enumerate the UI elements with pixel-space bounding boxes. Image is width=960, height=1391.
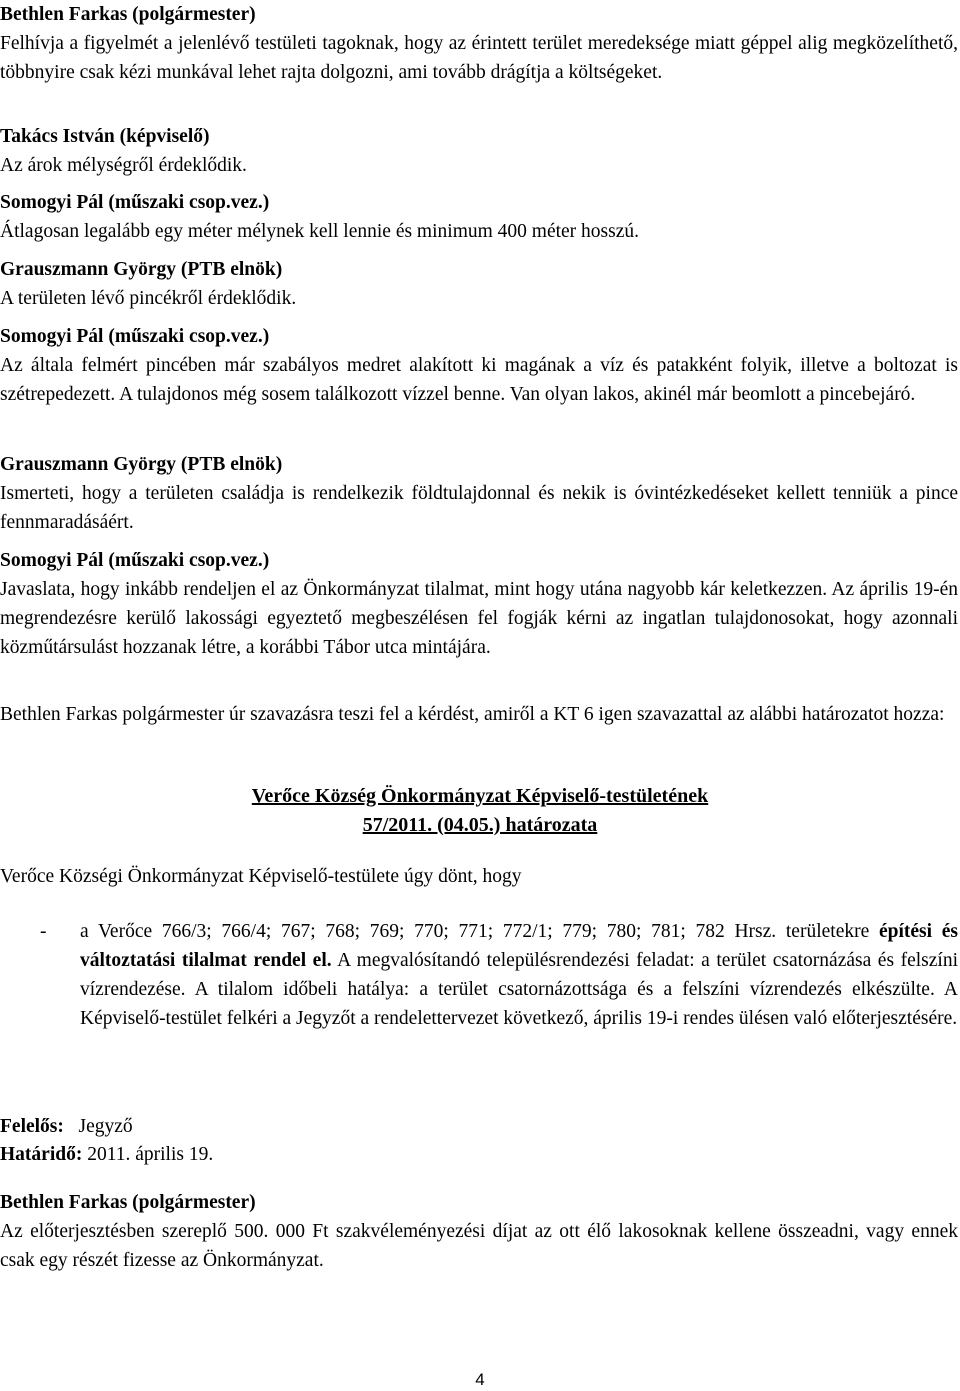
- speaker-name: Somogyi Pál (műszaki csop.vez.): [0, 550, 270, 571]
- speech-text: Ismerteti, hogy a területen családja is rendelkezik földtulajdonnal és nekik is óvintézkedéseket kellett tenniük a pince fennmaradásáért.: [0, 483, 958, 533]
- responsible-label: Felelős:: [0, 1116, 64, 1137]
- list-dash: -: [40, 921, 47, 942]
- speech-block-1: [0, 0, 958, 87]
- speaker-name: Grauszmann György (PTB elnök): [0, 259, 283, 280]
- speech-block-4: [0, 255, 958, 313]
- deadline-row: [0, 1140, 213, 1169]
- resolution-title-line1: Verőce Község Önkormányzat Képviselő-testületének: [251, 785, 709, 807]
- responsible-value: Jegyző: [78, 1116, 133, 1137]
- speech-block-5: [0, 322, 958, 409]
- speech-text: Az árok mélységről érdeklődik.: [0, 155, 247, 176]
- speech-text: Átlagosan legalább egy méter mélynek kell lennie és minimum 400 méter hosszú.: [0, 221, 639, 242]
- responsible-row: [0, 1112, 133, 1141]
- resolution-intro: Verőce Községi Önkormányzat Képviselő-testülete úgy dönt, hogy: [0, 866, 522, 887]
- speaker-name: Bethlen Farkas (polgármester): [0, 4, 256, 25]
- speaker-name: Somogyi Pál (műszaki csop.vez.): [0, 326, 270, 347]
- speech-text: Felhívja a figyelmét a jelenlévő testületi tagoknak, hogy az érintett terület meredeksége miatt géppel alig megközelíthető, többnyire csak kézi munkával lehet rajta dolgozni, ami tovább drágítja a költségeket.: [0, 33, 958, 83]
- speech-block-final: [0, 1188, 958, 1275]
- speech-text: Az előterjesztésben szereplő 500. 000 Ft szakvéleményezési díjat az ott élő lakosoknak kellene összeadni, vagy ennek csak egy részét fizesse az Önkormányzat.: [0, 1221, 958, 1271]
- speech-text: A területen lévő pincékről érdeklődik.: [0, 288, 297, 309]
- deadline-value: 2011. április 19.: [87, 1144, 214, 1165]
- resolution-item: [80, 917, 958, 1033]
- resolution-item-bold: építési és változtatási tilalmat rendel el.: [80, 921, 958, 971]
- vote-paragraph: Bethlen Farkas polgármester úr szavazásra teszi fel a kérdést, amiről a KT 6 igen szavazattal az alábbi határozatot hozza:: [0, 704, 945, 725]
- resolution-item-text-2: A megvalósítandó településrendezési feladat: a terület csatornázása és felszíni vízrendezése. A tilalom időbeli hatálya: a terület csatornázottsága és a felszíni vízrendezés elkészülte. A Képviselő-testület felkéri a Jegyzőt a rendelettervezet következő, április 19-i rendes ülésen való előterjesztésére.: [80, 950, 958, 1029]
- speaker-name: Takács István (képviselő): [0, 126, 210, 147]
- page-number: 4: [475, 1370, 485, 1389]
- speech-text: Javaslata, hogy inkább rendeljen el az Önkormányzat tilalmat, mint hogy utána nagyobb kár keletkezzen. Az április 19-én megrendezésre kerülő lakossági egyeztető megbeszélésen fel fogják kérni az ingatlan tulajdonosokat, hogy azonnali közműtársulást hozzanak létre, a korábbi Tábor utca mintájára.: [0, 579, 958, 658]
- resolution-item-text-1: a Verőce 766/3; 766/4; 767; 768; 769; 770; 771; 772/1; 779; 780; 781; 782 Hrsz. területekre: [80, 921, 879, 942]
- speech-text: Az általa felmért pincében már szabályos medret alakított ki magának a víz és patakként folyik, illetve a boltozat is szétrepedezett. A tulajdonos még sosem találkozott vízzel benne. Van olyan lakos, akinél már beomlott a pincebejáró.: [0, 355, 958, 405]
- speech-block-7: [0, 546, 958, 662]
- speaker-name: Grauszmann György (PTB elnök): [0, 454, 283, 475]
- speech-block-6: [0, 450, 958, 537]
- speech-block-2: [0, 122, 958, 180]
- deadline-label: Határidő:: [0, 1144, 83, 1165]
- speaker-name: Bethlen Farkas (polgármester): [0, 1192, 256, 1213]
- speech-block-3: [0, 188, 958, 246]
- resolution-title-line2: 57/2011. (04.05.) határozata: [362, 814, 598, 836]
- speaker-name: Somogyi Pál (műszaki csop.vez.): [0, 192, 270, 213]
